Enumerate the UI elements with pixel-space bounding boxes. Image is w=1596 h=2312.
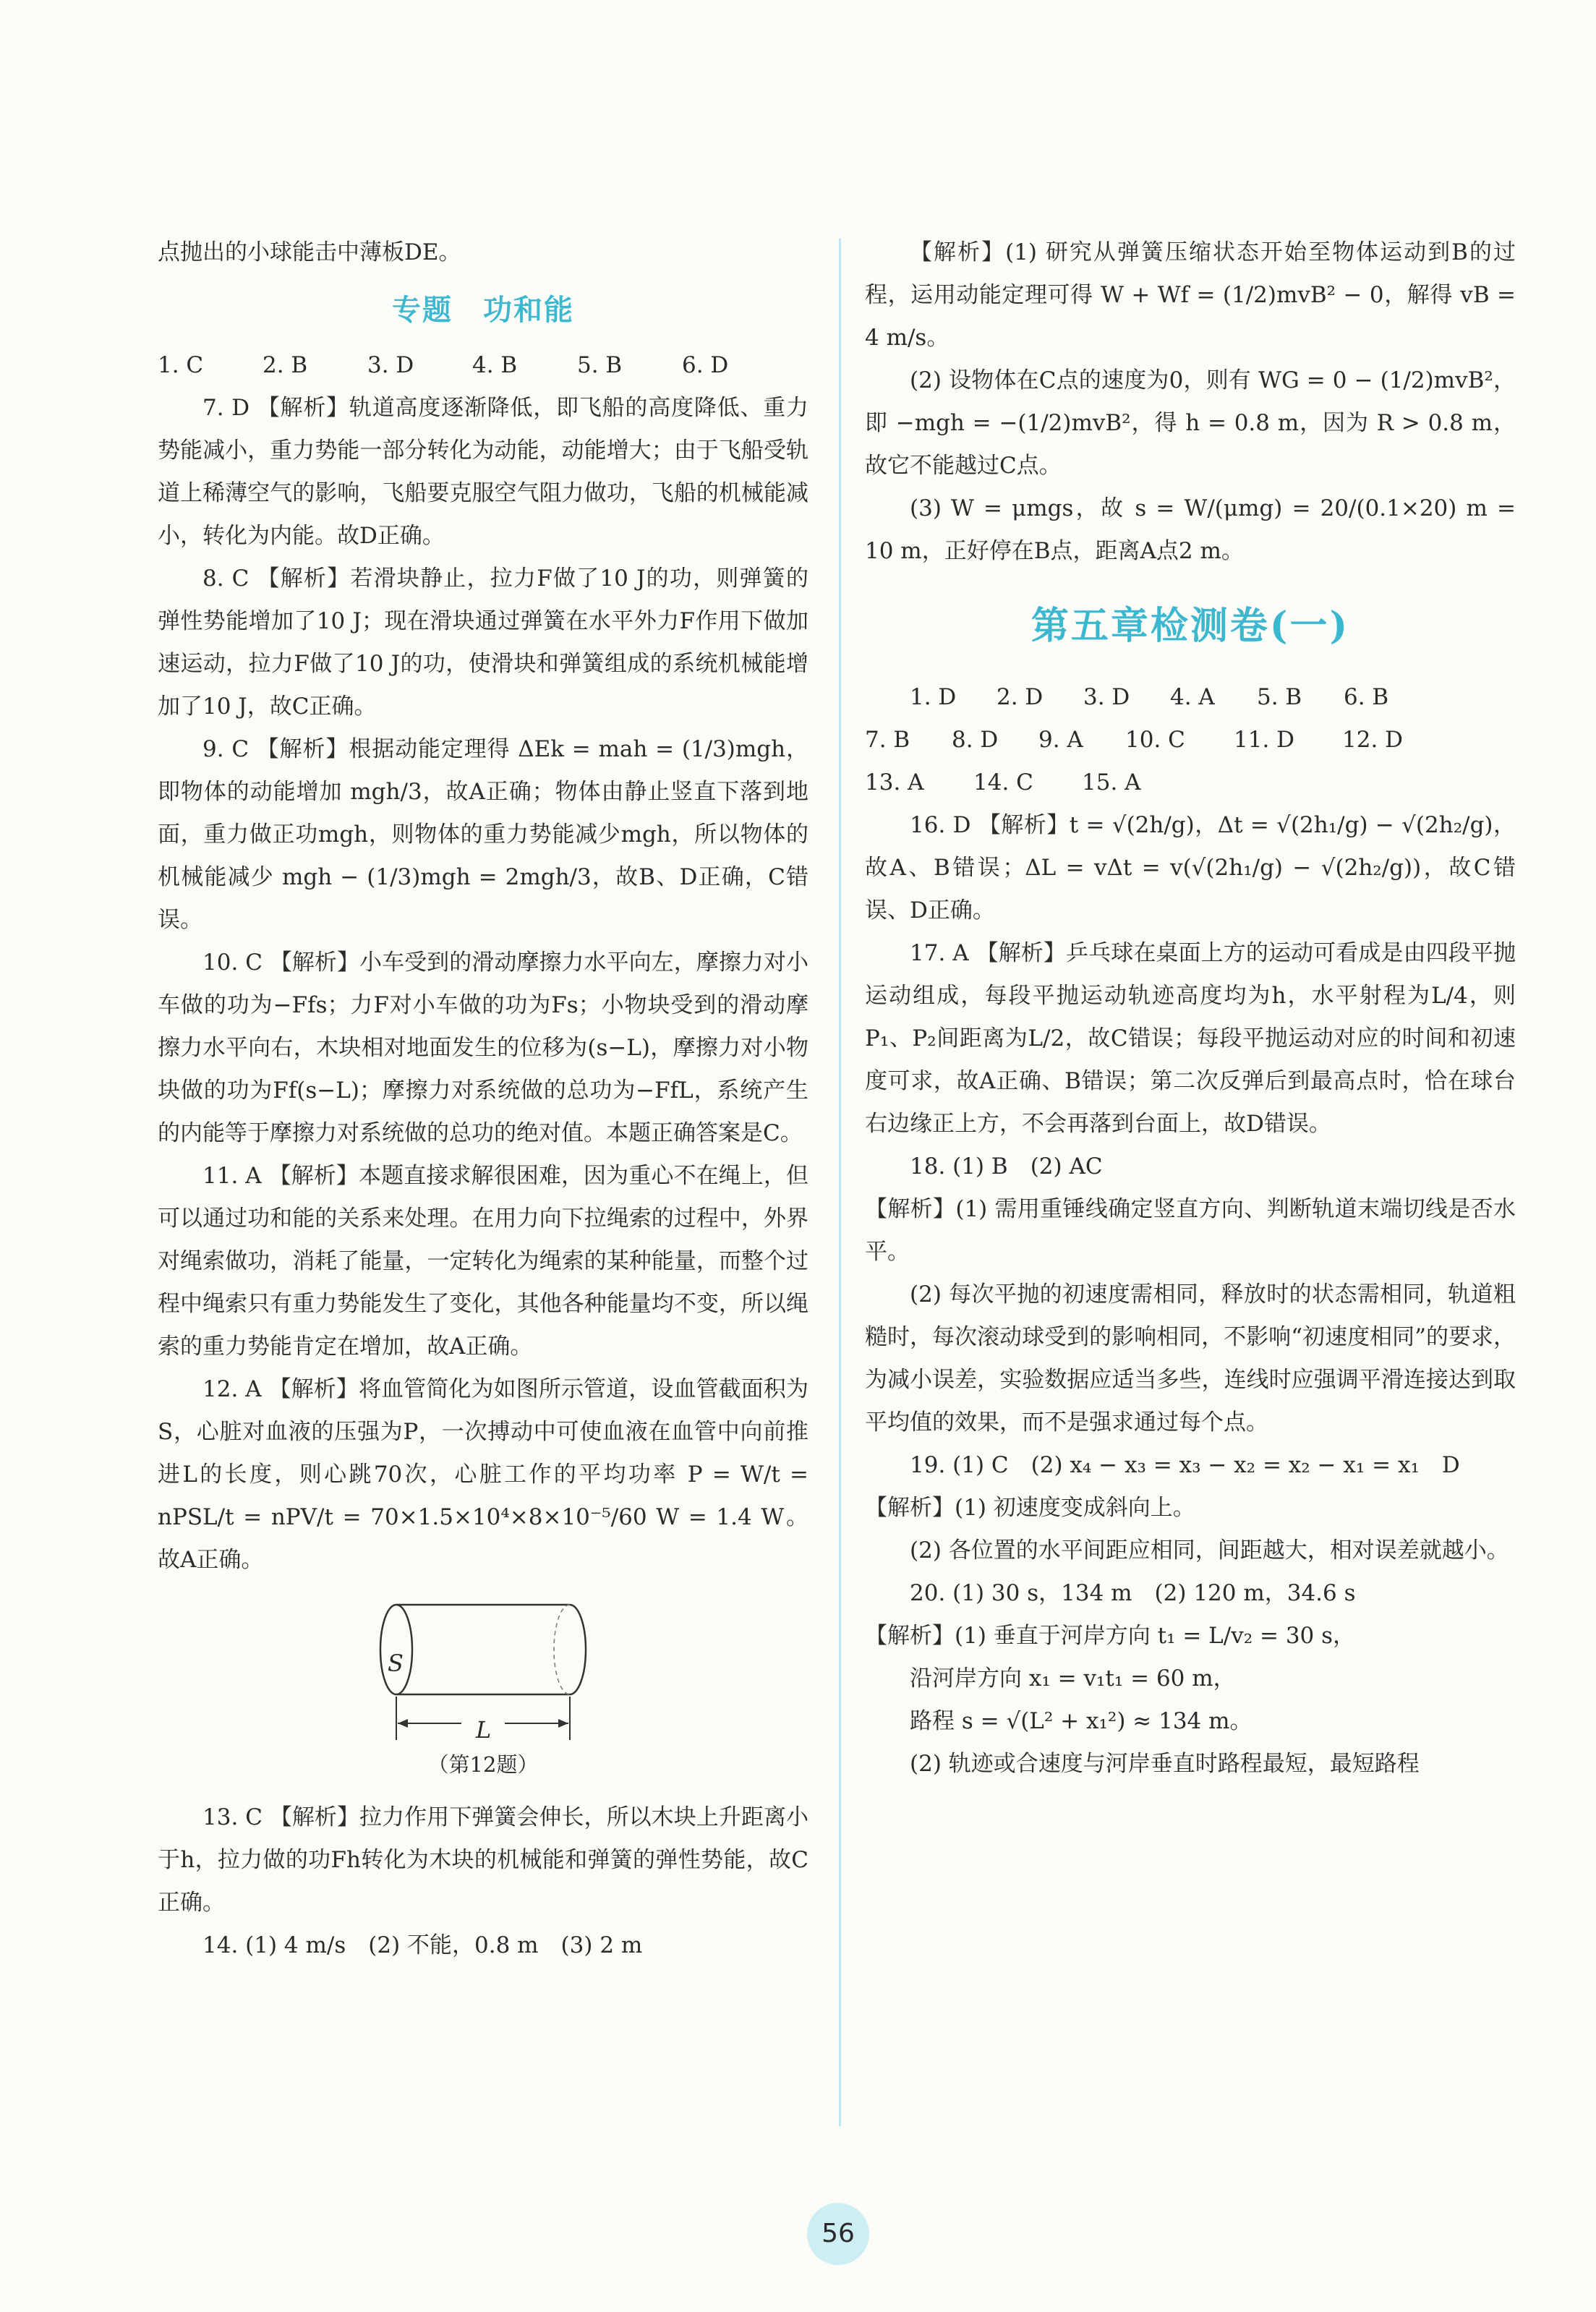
analysis-q18-part2: (2) 每次平抛的初速度需相同，释放时的状态需相同，轨道粗糙时，每次滚动球受到的影响相同，不影响“初速度相同”的要求，为减小误差，实验数据应适当多些，连线时应强调平滑连接达到取平均值的效果，而不是强求通过每个点。 (865, 1281, 1516, 1436)
answer-row (865, 676, 1516, 719)
answer-item: 4. A (1170, 684, 1215, 710)
answer-row (158, 344, 808, 387)
chapter-title: 第五章检测卷(一) (1030, 604, 1350, 648)
figure-caption: （第12题） (427, 1752, 539, 1777)
answer-item: 11. D (1234, 727, 1295, 753)
answer-item: 12. D (1342, 727, 1404, 753)
answer-q8: 8. C 【解析】若滑块静止，拉力F做了10 J的功，则弹簧的弹性势能增加了10 J；现在滑块通过弹簧在水平外力F作用下做加速运动，拉力F做了10 J的功，使滑块和弹簧组成的系统机械能增加了10 J，故C正确。 (158, 566, 808, 720)
answer-item: 6. B (1344, 684, 1389, 710)
left-column (158, 231, 808, 1967)
answer-q9: 9. C 【解析】根据动能定理得 ΔEk = mah = (1/3)mgh，即物体的动能增加 mgh/3，故A正确；物体由静止竖直下落到地面，重力做正功mgh，则物体的重力势能减少mgh，所以物体的机械能减少 mgh − (1/3)mgh = 2mgh/3，故B、D正确，C错误。 (158, 736, 808, 933)
answer-item: 13. A (865, 769, 924, 795)
answer-q14: 14. (1) 4 m/s (2) 不能，0.8 m (3) 2 m (202, 1932, 643, 1958)
answer-item: 5. B (577, 352, 623, 378)
answer-row (865, 762, 1516, 804)
text-line: 点抛出的小球能击中薄板DE。 (158, 239, 461, 265)
analysis-q20-line2: 沿河岸方向 x₁ = v₁t₁ = 60 m， (910, 1665, 1236, 1692)
right-column (865, 231, 1516, 1786)
page-number: 56 (822, 2219, 855, 2248)
answer-item: 4. B (472, 352, 518, 378)
answer-item: 1. D (910, 684, 957, 710)
answer-item: 15. A (1082, 769, 1141, 795)
column-divider (839, 239, 841, 2126)
answer-item: 3. D (1083, 684, 1130, 710)
topic-title: 专题 功和能 (392, 293, 574, 327)
analysis-part3: (3) W = μmgs，故 s = W/(μmg) = 20/(0.1×20) m = 10 m，正好停在B点，距离A点2 m。 (865, 495, 1516, 564)
analysis-q19-part2: (2) 各位置的水平间距应相同，间距越大，相对误差就越小。 (910, 1537, 1509, 1564)
analysis-q20-part1: 【解析】(1) 垂直于河岸方向 t₁ = L/v₂ = 30 s， (865, 1623, 1356, 1649)
vessel-figure (158, 1592, 808, 1744)
answer-q13: 13. C 【解析】拉力作用下弹簧会伸长，所以木块上升距离小于h，拉力做的功Fh转化为木块的机械能和弹簧的弹性势能，故C正确。 (158, 1804, 808, 1916)
answer-item: 3. D (367, 352, 414, 378)
answer-q18: 18. (1) B (2) AC (910, 1153, 1103, 1180)
answer-item: 6. D (682, 352, 729, 378)
answer-row (865, 719, 1516, 762)
answer-item: 8. D (952, 727, 999, 753)
analysis-q20-part2: (2) 轨迹或合速度与河岸垂直时路程最短，最短路程 (910, 1751, 1420, 1777)
answer-q11: 11. A 【解析】本题直接求解很困难，因为重心不在绳上，但可以通过功和能的关系来处理。在用力向下拉绳索的过程中，外界对绳索做功，消耗了能量，一定转化为绳索的某种能量，而整个过程中绳索只有重力势能发生了变化，其他各种能量均不变，所以绳索的重力势能肯定在增加，故A正确。 (158, 1163, 808, 1360)
answer-item: 14. C (973, 769, 1033, 795)
answer-item: 10. C (1125, 727, 1185, 753)
analysis-q20-line3: 路程 s = √(L² + x₁²) ≈ 134 m。 (910, 1708, 1253, 1734)
answer-item: 7. B (865, 727, 910, 753)
figure-label-s: S (388, 1650, 404, 1677)
answer-item: 2. B (263, 352, 308, 378)
answer-q16: 16. D 【解析】t = √(2h/g)，Δt = √(2h₁/g) − √(2h₂/g)，故A、B错误；ΔL = vΔt = v(√(2h₁/g) − √(2h₂/g))，故C错误、D正确。 (865, 812, 1516, 923)
answer-item: 9. A (1038, 727, 1083, 753)
answer-item: 1. C (158, 352, 204, 378)
answer-q7: 7. D 【解析】轨道高度逐渐降低，即飞船的高度降低、重力势能减小，重力势能一部分转化为动能，动能增大；由于飞船受轨道上稀薄空气的影响，飞船要克服空气阻力做功，飞船的机械能减小，转化为内能。故D正确。 (158, 395, 808, 549)
analysis-q18-part1: 【解析】(1) 需用重锤线确定竖直方向、判断轨道末端切线是否水平。 (865, 1196, 1516, 1265)
answer-q10: 10. C 【解析】小车受到的滑动摩擦力水平向左，摩擦力对小车做的功为−Ffs；力F对小车做的功为Fs；小物块受到的滑动摩擦力水平向右，木块相对地面发生的位移为(s−L)，摩擦力对小物块做的功为Ff(s−L)；摩擦力对系统做的总功为−FfL，系统产生的内能等于摩擦力对系统做的总功的绝对值。本题正确答案是C。 (158, 950, 808, 1146)
answer-q17: 17. A 【解析】乒乓球在桌面上方的运动可看成是由四段平抛运动组成，每段平抛运动轨迹高度均为h，水平射程为L/4，则P₁、P₂间距离为L/2，故C错误；每段平抛运动对应的时间和初速度可求，故A正确、B错误；第二次反弹后到最高点时，恰在球台右边缘正上方，不会再落到台面上，故D错误。 (865, 940, 1516, 1137)
analysis-part1: 【解析】(1) 研究从弹簧压缩状态开始至物体运动到B的过程，运用动能定理可得 W + Wf = (1/2)mvB² − 0，解得 vB = 4 m/s。 (865, 239, 1516, 351)
answer-q12: 12. A 【解析】将血管简化为如图所示管道，设血管截面积为S，心脏对血液的压强为P，一次搏动中可使血液在血管中向前推进L的长度，则心跳70次，心脏工作的平均功率 P = W/t = nPSL/t = nPV/t = 70×1.5×10⁴×8×10⁻⁵/60 W = 1.4 W。故A正确。 (158, 1376, 808, 1573)
answer-q20: 20. (1) 30 s，134 m (2) 120 m，34.6 s (910, 1580, 1356, 1606)
answer-item: 5. B (1257, 684, 1302, 710)
analysis-q19-part1: 【解析】(1) 初速度变成斜向上。 (865, 1495, 1195, 1521)
figure-label-l: L (476, 1716, 492, 1744)
answer-item: 2. D (997, 684, 1044, 710)
answer-q19: 19. (1) C (2) x₄ − x₃ = x₃ − x₂ = x₂ − x₁ = x₁ D (910, 1452, 1460, 1478)
analysis-part2: (2) 设物体在C点的速度为0，则有 WG = 0 − (1/2)mvB²，即 −mgh = −(1/2)mvB²，得 h = 0.8 m，因为 R > 0.8 m，故它不能越过C点。 (865, 367, 1516, 479)
